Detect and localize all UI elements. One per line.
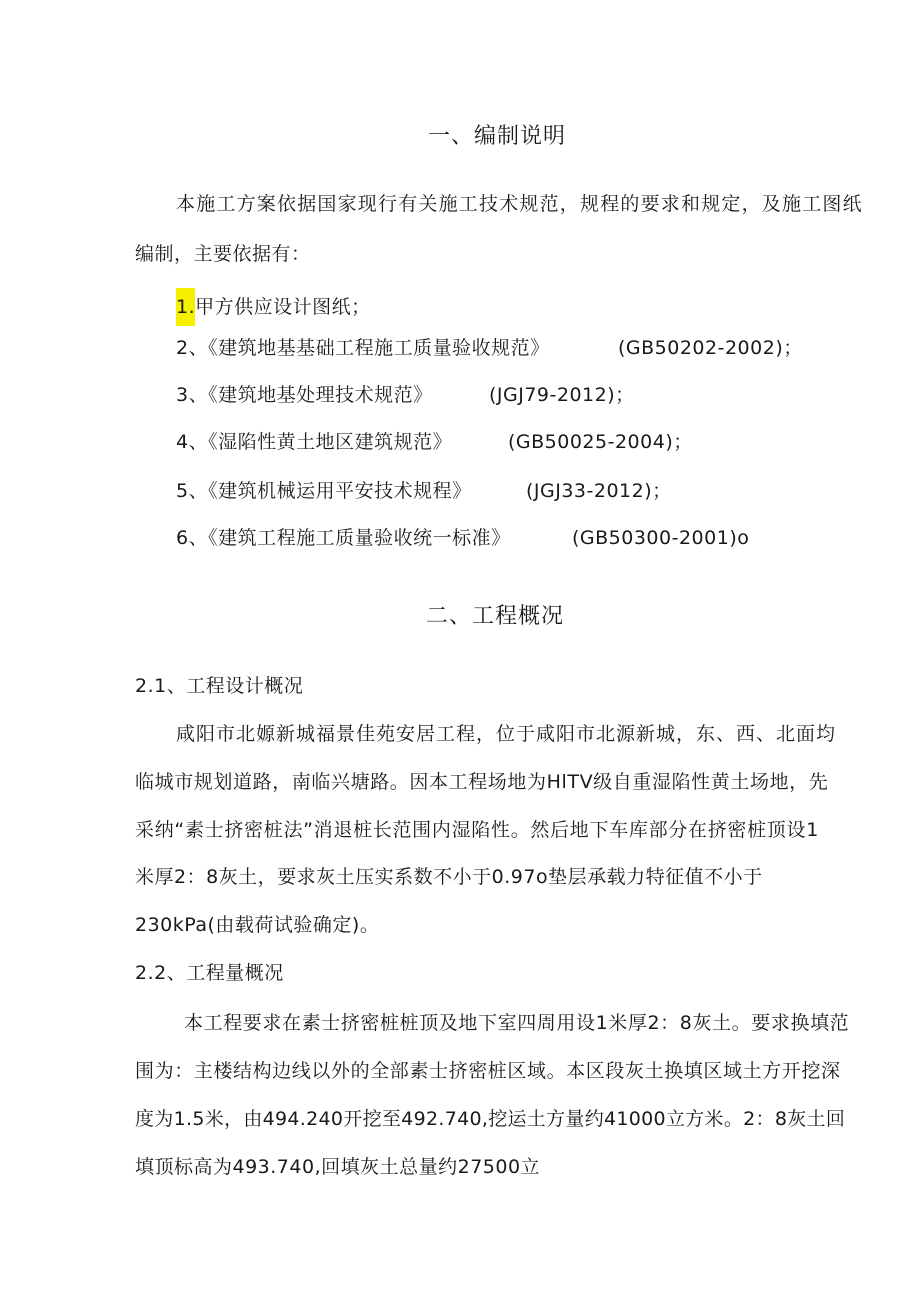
standard-code: (JGJ33-2012)；: [526, 480, 672, 502]
paragraph-line: 临城市规划道路，南临兴塘路。因本工程场地为HlTV级自重湿陷性黄土场地，先: [135, 771, 829, 793]
section-title-project-overview: 二、工程概况: [426, 604, 565, 629]
basis-list-item: [176, 288, 371, 326]
paragraph-line: 230kPa(由载荷试验确定)。: [135, 914, 380, 936]
intro-paragraph-line: 本施工方案依据国家现行有关施工技术规范，规程的要求和规定，及施工图纸: [176, 193, 863, 215]
standard-code: (GB50025-2004)；: [508, 431, 693, 453]
intro-paragraph-line: 编制，主要依据有：: [135, 243, 311, 265]
item-name: 《湿陷性黄土地区建筑规范》: [208, 431, 453, 453]
item-number: 6、: [176, 527, 209, 549]
item-name: 甲方供应设计图纸；: [195, 296, 371, 318]
basis-list-item: [176, 382, 433, 408]
paragraph-line: 咸阳市北嫄新城福景佳苑安居工程，位于咸阳市北源新城，东、西、北面均: [176, 723, 837, 745]
basis-list-item: [176, 429, 452, 455]
item-number: 4、: [176, 431, 209, 453]
item-name: 《建筑地基基础工程施工质量验收规范》: [208, 337, 550, 359]
standard-code: (GB50300-2001)o: [572, 527, 750, 549]
item-number-highlighted: 1.: [176, 288, 195, 326]
standard-code: (JGJ79-2012)；: [489, 384, 635, 406]
item-name: 《建筑机械运用平安技术规程》: [208, 480, 472, 502]
paragraph-line: 本工程要求在素士挤密桩桩顶及地下室四周用设1米厚2：8灰土。要求换填范: [184, 1012, 850, 1034]
section-title-compilation-notes: 一、编制说明: [428, 124, 567, 149]
subsection-title: 2.1、工程设计概况: [135, 675, 304, 697]
subsection-title: 2.2、工程量概况: [135, 962, 284, 984]
paragraph-line: 填顶标高为493.740,回填灰土总量约27500立: [135, 1156, 541, 1178]
item-name: 《建筑地基处理技术规范》: [208, 384, 433, 406]
basis-list-item: [176, 478, 472, 504]
paragraph-line: 米厚2：8灰土，要求灰土压实系数不小于0.97o垫层承载力特征值不小于: [135, 866, 763, 888]
paragraph-line: 围为：主楼结构边线以外的全部素士挤密桩区域。本区段灰土换填区域土方开挖深: [135, 1060, 841, 1082]
item-name: 《建筑工程施工质量验收统一标准》: [208, 527, 511, 549]
item-number: 3、: [176, 384, 209, 406]
item-number: 5、: [176, 480, 209, 502]
standard-code: (GB50202-2002)；: [618, 337, 803, 359]
item-number: 2、: [176, 337, 209, 359]
basis-list-item: [176, 335, 550, 361]
basis-list-item: [176, 525, 511, 551]
paragraph-line: 采纳“素士挤密桩法”消退桩长范围内湿陷性。然后地下车库部分在挤密桩顶设1: [135, 819, 819, 841]
paragraph-line: 度为1.5米，由494.240开挖至492.740,挖运土方量约41000立方米。2：8灰土回: [135, 1108, 846, 1130]
